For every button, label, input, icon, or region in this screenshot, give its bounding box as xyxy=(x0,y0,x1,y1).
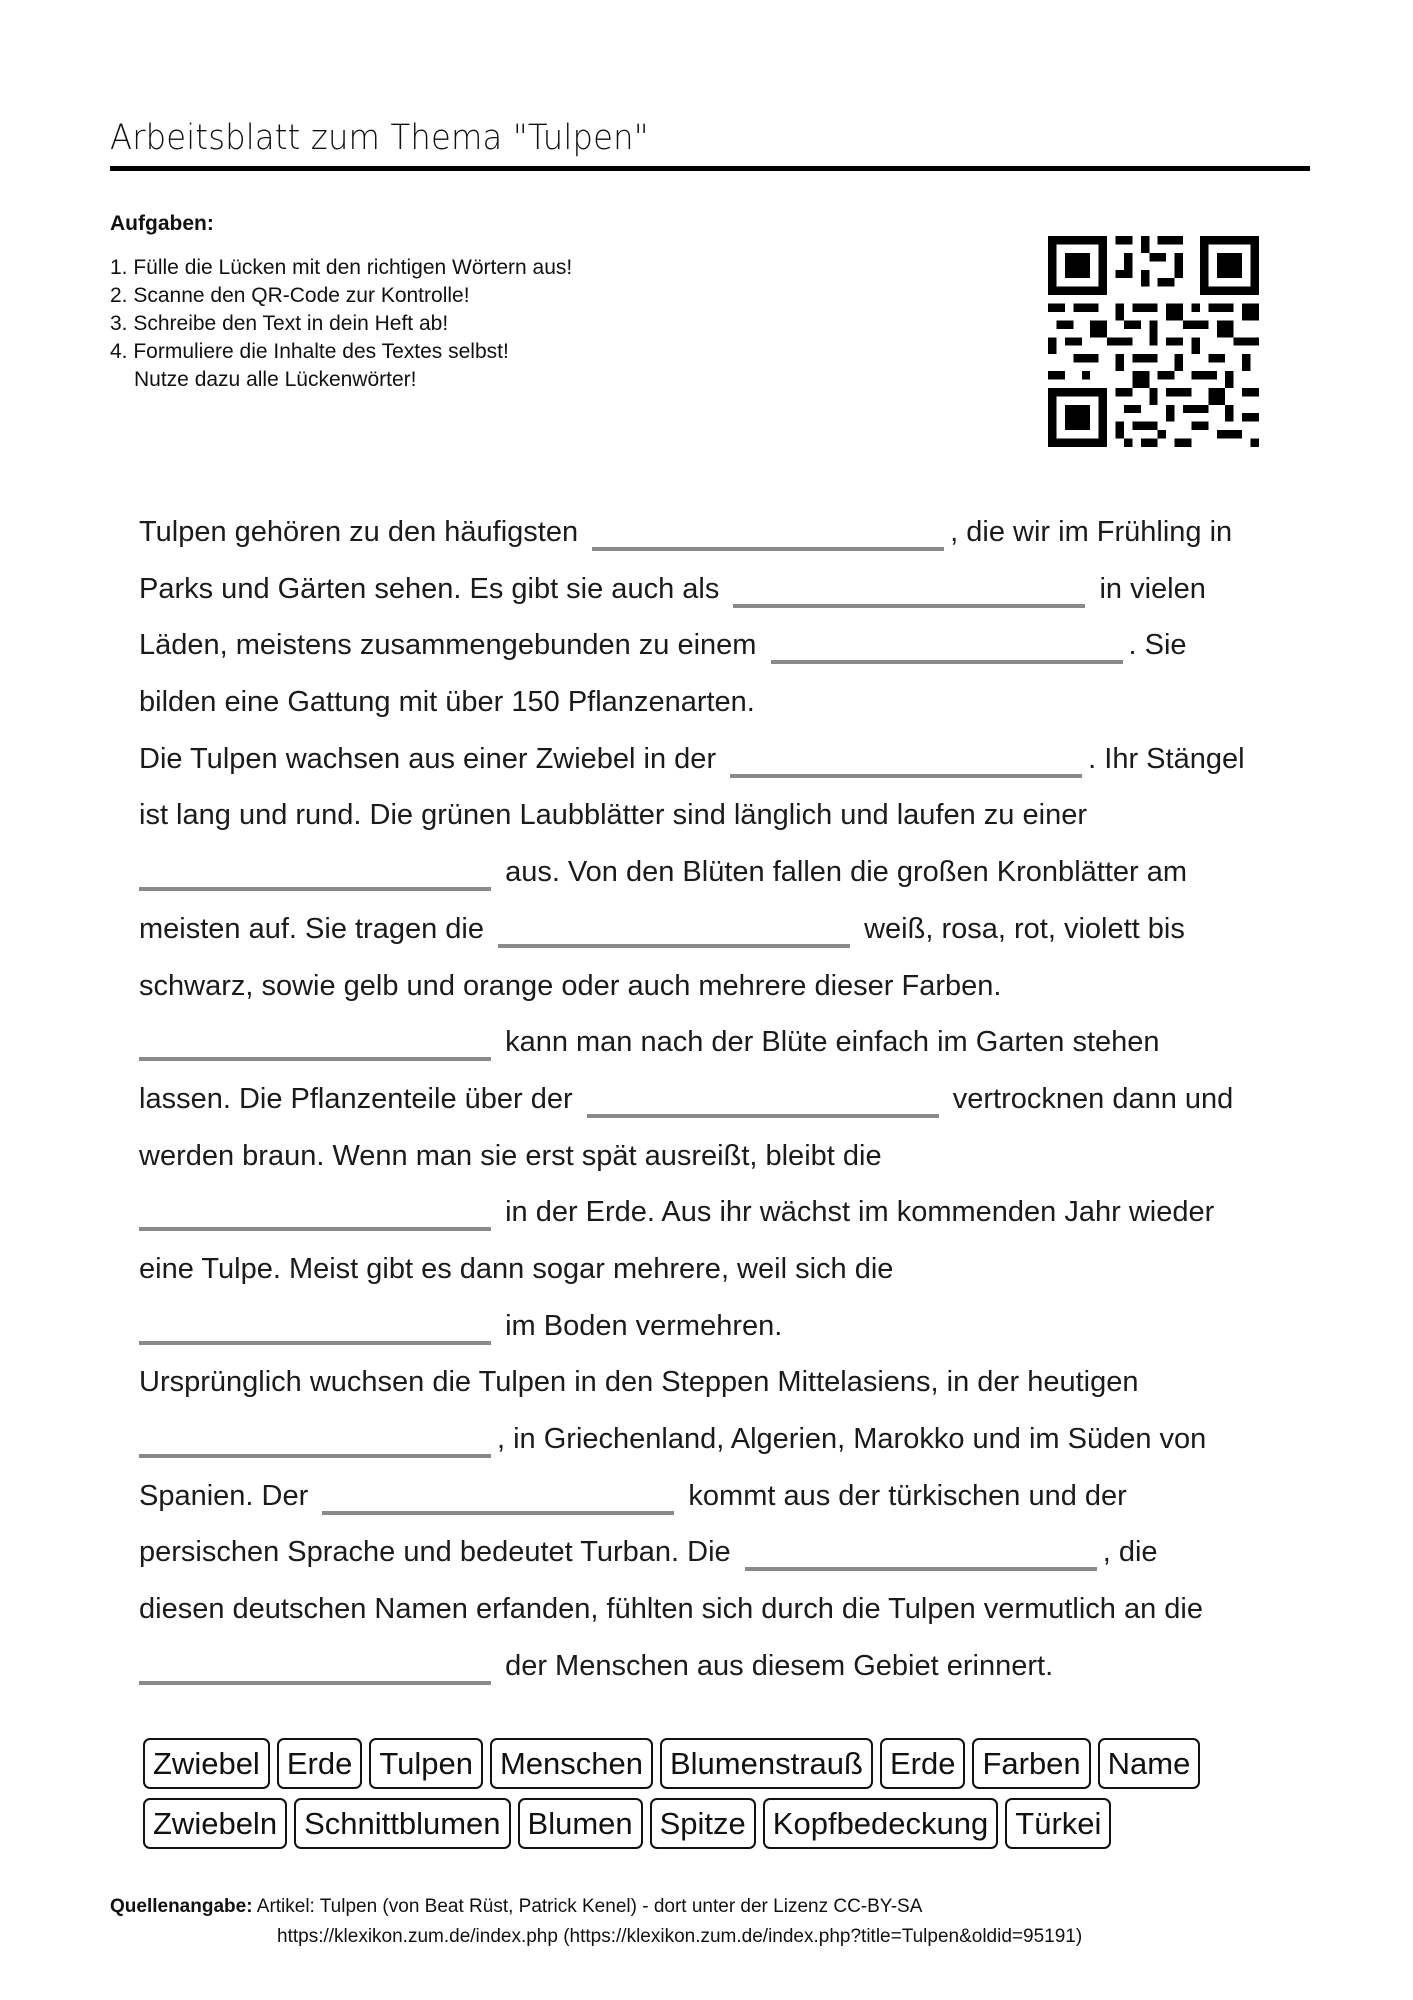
gap-blank[interactable] xyxy=(592,518,944,551)
source-url[interactable]: https://klexikon.zum.de/index.php (https://klexikon.zum.de/index.php?title=Tulpen&oldid=95191) xyxy=(277,1926,1083,1947)
word-bank xyxy=(143,1738,1283,1858)
task-list xyxy=(110,254,572,394)
page-title: Arbeitsblatt zum Thema "Tulpen" xyxy=(110,118,649,158)
gap-blank[interactable] xyxy=(771,631,1123,664)
cloze-text-segment: im Boden vermehren. xyxy=(505,1309,783,1342)
title-underline xyxy=(110,166,1310,171)
cloze-line xyxy=(139,787,1319,844)
word-bank-row xyxy=(143,1798,1283,1858)
cloze-text-segment: Die Tulpen wachsen aus einer Zwiebel in der xyxy=(139,742,717,775)
word-card[interactable]: Tulpen xyxy=(369,1738,483,1789)
cloze-text-segment: lassen. Die Pflanzenteile über der xyxy=(139,1082,573,1115)
cloze-text-segment: . Ihr Stängel xyxy=(1088,742,1245,775)
cloze-text-segment: der Menschen aus diesem Gebiet erinnert. xyxy=(505,1649,1054,1682)
cloze-line xyxy=(139,1524,1319,1581)
cloze-text-segment: , in Griechenland, Algerien, Marokko und im Süden von xyxy=(497,1423,1207,1455)
task-item: Nutze dazu alle Lückenwörter! xyxy=(134,368,417,391)
gap-blank[interactable] xyxy=(730,745,1082,778)
qr-code-icon[interactable] xyxy=(1048,236,1259,447)
cloze-text-segment: aus. Von den Blüten fallen die großen Kronblätter am xyxy=(505,856,1188,889)
cloze-line xyxy=(139,1184,1319,1241)
cloze-line xyxy=(139,1638,1319,1695)
cloze-text-segment: Läden, meistens zusammengebunden zu einem xyxy=(139,629,757,662)
word-card[interactable]: Spitze xyxy=(650,1798,756,1849)
cloze-line xyxy=(139,504,1319,561)
cloze-text-segment: ist lang und rund. Die grünen Laubblätter sind länglich und laufen zu einer xyxy=(139,799,1087,832)
cloze-line xyxy=(139,1354,1319,1411)
cloze-line xyxy=(139,1128,1319,1185)
cloze-text-segment: in vielen xyxy=(1099,572,1206,605)
source-note xyxy=(110,1892,1082,1952)
cloze-text-segment: eine Tulpe. Meist gibt es dann sogar mehrere, weil sich die xyxy=(139,1252,894,1285)
cloze-text-segment: kann man nach der Blüte einfach im Garten stehen xyxy=(505,1026,1160,1059)
cloze-line xyxy=(139,561,1319,618)
gap-blank[interactable] xyxy=(733,575,1085,608)
cloze-text-segment: Parks und Gärten sehen. Es gibt sie auch als xyxy=(139,572,720,605)
word-card[interactable]: Name xyxy=(1098,1738,1201,1789)
cloze-text-segment: diesen deutschen Namen erfanden, fühlten sich durch die Tulpen vermutlich an die xyxy=(139,1593,1203,1626)
gap-blank[interactable] xyxy=(139,1652,491,1685)
cloze-line xyxy=(139,1581,1319,1638)
cloze-text-segment: in der Erde. Aus ihr wächst im kommenden Jahr wieder xyxy=(505,1196,1215,1229)
cloze-line xyxy=(139,1468,1319,1525)
word-card[interactable]: Kopfbedeckung xyxy=(763,1798,998,1849)
word-card[interactable]: Türkei xyxy=(1005,1798,1111,1849)
cloze-line xyxy=(139,1014,1319,1071)
cloze-text-segment: Tulpen gehören zu den häufigsten xyxy=(139,516,579,548)
word-card[interactable]: Zwiebel xyxy=(143,1738,270,1789)
cloze-line xyxy=(139,958,1319,1015)
gap-blank[interactable] xyxy=(322,1482,674,1515)
cloze-text-segment: bilden eine Gattung mit über 150 Pflanzenarten. xyxy=(139,686,755,719)
cloze-text-segment: , die xyxy=(1102,1536,1158,1569)
word-card[interactable]: Farben xyxy=(972,1738,1090,1789)
task-item: 1. Fülle die Lücken mit den richtigen Wörtern aus! xyxy=(110,256,573,279)
gap-blank[interactable] xyxy=(139,1028,491,1061)
cloze-line xyxy=(139,901,1319,958)
tasks-heading: Aufgaben: xyxy=(110,212,214,235)
gap-blank[interactable] xyxy=(139,1425,491,1458)
cloze-text-segment: schwarz, sowie gelb und orange oder auch mehrere dieser Farben. xyxy=(139,969,1002,1002)
word-card[interactable]: Blumen xyxy=(518,1798,643,1849)
cloze-line xyxy=(139,1411,1319,1468)
cloze-line xyxy=(139,1298,1319,1355)
cloze-line xyxy=(139,844,1319,901)
cloze-text-segment: Spanien. Der xyxy=(139,1479,309,1512)
cloze-line xyxy=(139,1241,1319,1298)
cloze-text-segment: , die wir im Frühling in xyxy=(950,516,1233,548)
cloze-text-segment: werden braun. Wenn man sie erst spät ausreißt, bleibt die xyxy=(139,1139,882,1172)
gap-blank[interactable] xyxy=(139,858,491,891)
cloze-text-segment: kommt aus der türkischen und der xyxy=(688,1479,1127,1512)
cloze-line xyxy=(139,617,1319,674)
gap-blank[interactable] xyxy=(587,1085,939,1118)
source-line xyxy=(110,1892,1082,1922)
word-bank-row xyxy=(143,1738,1283,1798)
word-card[interactable]: Blumenstrauß xyxy=(660,1738,873,1789)
source-text: Artikel: Tulpen (von Beat Rüst, Patrick Kenel) - dort unter der Lizenz CC-BY-SA xyxy=(256,1896,923,1917)
gap-blank[interactable] xyxy=(498,915,850,948)
task-item: 3. Schreibe den Text in dein Heft ab! xyxy=(110,312,449,335)
cloze-text-segment: Ursprünglich wuchsen die Tulpen in den Steppen Mittelasiens, in der heutigen xyxy=(139,1366,1139,1399)
cloze-text-segment: persischen Sprache und bedeutet Turban. Die xyxy=(139,1536,731,1569)
cloze-text-segment: meisten auf. Sie tragen die xyxy=(139,912,484,945)
word-card[interactable]: Zwiebeln xyxy=(143,1798,287,1849)
cloze-text-segment: . Sie xyxy=(1128,629,1187,662)
source-label: Quellenangabe: xyxy=(110,1896,253,1917)
task-item: 4. Formuliere die Inhalte des Textes selbst! xyxy=(110,340,509,363)
cloze-line xyxy=(139,731,1319,788)
word-card[interactable]: Erde xyxy=(277,1738,362,1789)
word-card[interactable]: Erde xyxy=(880,1738,965,1789)
cloze-line xyxy=(139,674,1319,731)
task-item: 2. Scanne den QR-Code zur Kontrolle! xyxy=(110,284,470,307)
word-card[interactable]: Schnittblumen xyxy=(294,1798,510,1849)
gap-blank[interactable] xyxy=(139,1198,491,1231)
gap-blank[interactable] xyxy=(745,1538,1097,1571)
cloze-text-segment: weiß, rosa, rot, violett bis xyxy=(864,912,1185,945)
word-card[interactable]: Menschen xyxy=(490,1738,653,1789)
cloze-text xyxy=(139,504,1319,1694)
gap-blank[interactable] xyxy=(139,1312,491,1345)
cloze-line xyxy=(139,1071,1319,1128)
cloze-text-segment: vertrocknen dann und xyxy=(952,1082,1234,1115)
